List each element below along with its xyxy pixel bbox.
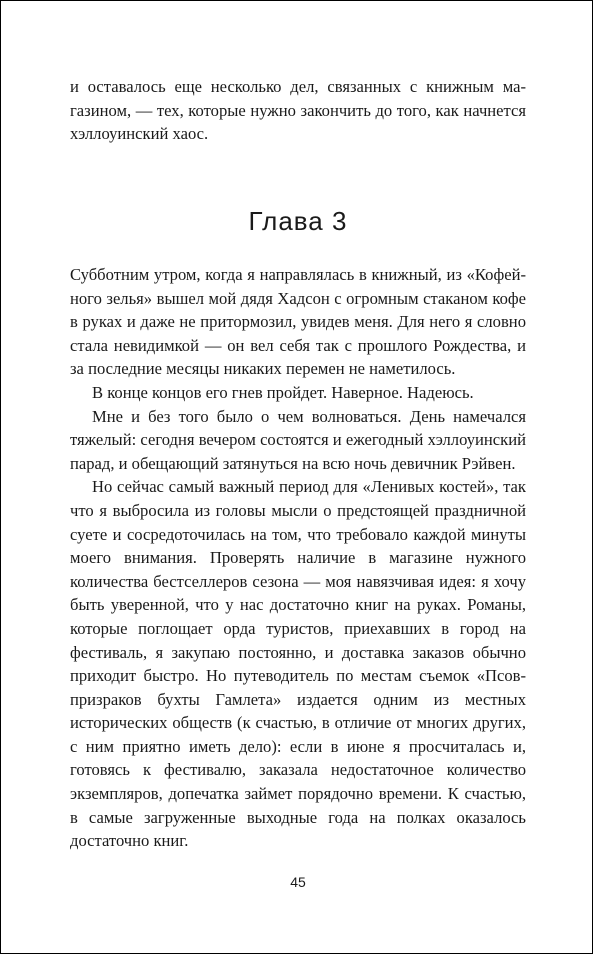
- continued-paragraph: и оставалось еще несколько дел, связанных с книжным магазином, — тех, которые нужно закончить до того, как начнется хэллоуинский хаос.: [70, 77, 526, 144]
- page-number: 45: [290, 874, 306, 890]
- continued-text-block: [70, 75, 526, 146]
- chapter-title: Глава 3: [248, 206, 348, 236]
- paragraph-1: Субботним утром, когда я направлялась в книжный, из «Кофейного зелья» вышел мой дядя Хадсон с огромным стаканом кофе в руках и даже не притормозил, увидев меня. Для него я словно стала невидимкой — он вел себя так с прошлого Рождества, и за последние месяцы никаких перемен не наметилось.: [70, 265, 526, 379]
- paragraph-2: В конце концов его гнев пройдет. Наверное. Надеюсь.: [92, 382, 474, 402]
- paragraph-3: Мне и без того было о чем волноваться. День намечался тяжелый: сегодня вечером состоятся и ежегодный хэллоуинский парад, и обещающий затянуться на всю ночь девичник Рэйвен.: [70, 406, 526, 473]
- chapter-body: [70, 263, 526, 853]
- paragraph-4: Но сейчас самый важный период для «Ленивых костей», так что я выбросила из головы мысли о предстоящей праздничной суете и сосредоточилась на том, что требовало каждой минуты моего внимания. Проверять наличие в магазине нужного количества бестселлеров сезона — моя навязчивая идея: я хочу быть уверенной, что у нас достаточно книг на руках. Романы, которые поглощает орда туристов, приехавших в город на фестиваль, я закупаю постоянно, и доставка заказов обычно приходит быстро. Но путеводитель по местам съемок «Псов-призраков бухты Гамлета» издается одним из местных исторических обществ (к счастью, в отличие от многих других, с ним приятно иметь дело): если в июне я просчиталась и, готовясь к фестивалю, заказала недостаточное количество экземпляров, допечатка займет порядочно времени. К счастью, в самые загруженные выходные года на полках оказалось достаточно книг.: [70, 477, 526, 851]
